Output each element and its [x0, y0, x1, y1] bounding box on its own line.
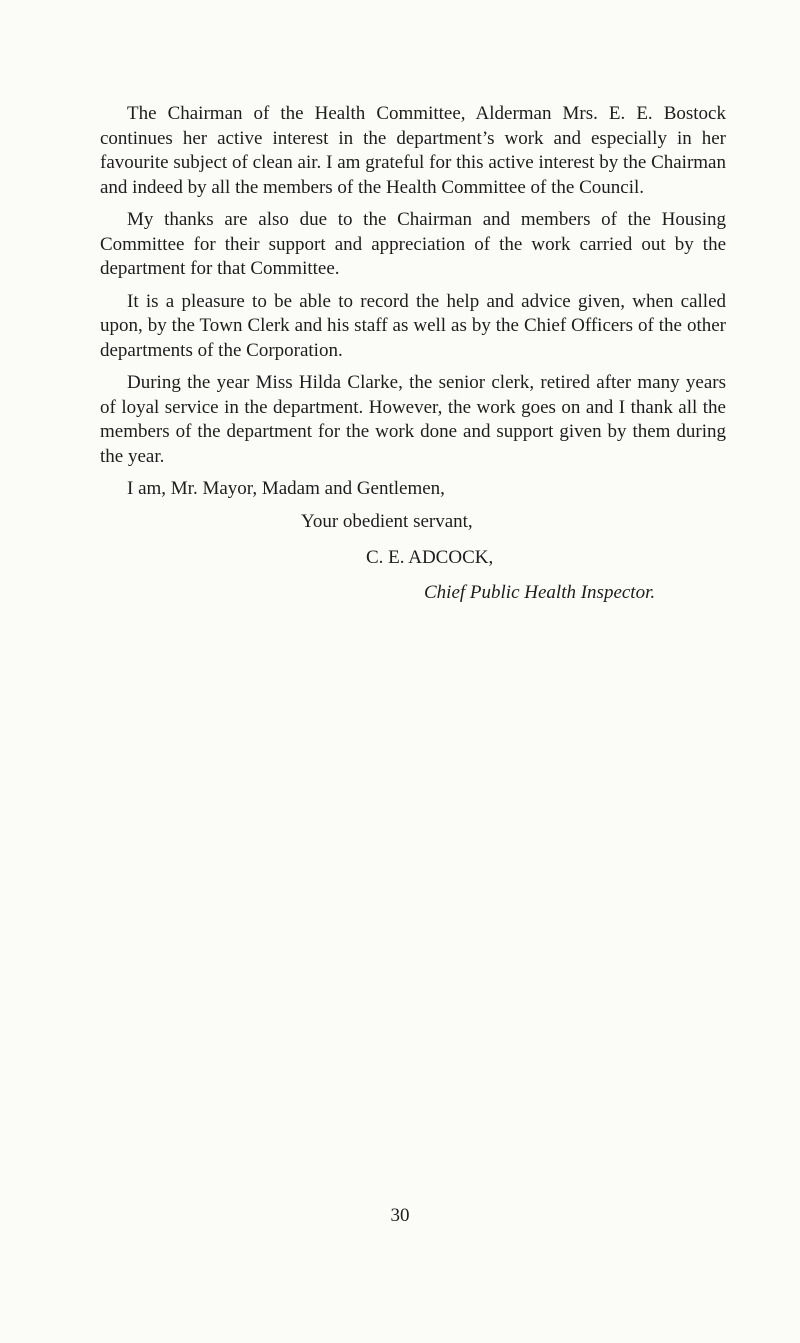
signer-name: C. E. ADCOCK, [366, 547, 494, 568]
paragraph-housing-committee: My thanks are also due to the Chairman and members of the Housing Committee for their support and appreciation of the work carried out by the department for that Committee. [100, 209, 726, 279]
closing-salutation: I am, Mr. Mayor, Madam and Gentlemen, [127, 478, 445, 499]
paragraph-town-clerk: It is a pleasure to be able to record the help and advice given, when called upon, by the Town Clerk and his staff as well as by the Chief Officers of the other departments of the Corporation. [100, 290, 726, 361]
page-number: 30 [390, 1205, 410, 1226]
letter-body [100, 102, 726, 605]
valediction: Your obedient servant, [301, 510, 473, 532]
signer-title: Chief Public Health Inspector. [424, 581, 656, 603]
signature-block [100, 510, 726, 606]
paragraph-health-committee: The Chairman of the Health Committee, Alderman Mrs. E. E. Bostock continues her active interest in the department’s work and especially in her favourite subject of clean air. I am grateful for this active interest by the Chairman and indeed by all the members of the Health Committee of the Council. [100, 103, 726, 198]
paragraph-staff-retirement: During the year Miss Hilda Clarke, the senior clerk, retired after many years of loyal service in the department. However, the work goes on and I thank all the members of the department for the work done and support given by them during the year. [100, 372, 726, 467]
